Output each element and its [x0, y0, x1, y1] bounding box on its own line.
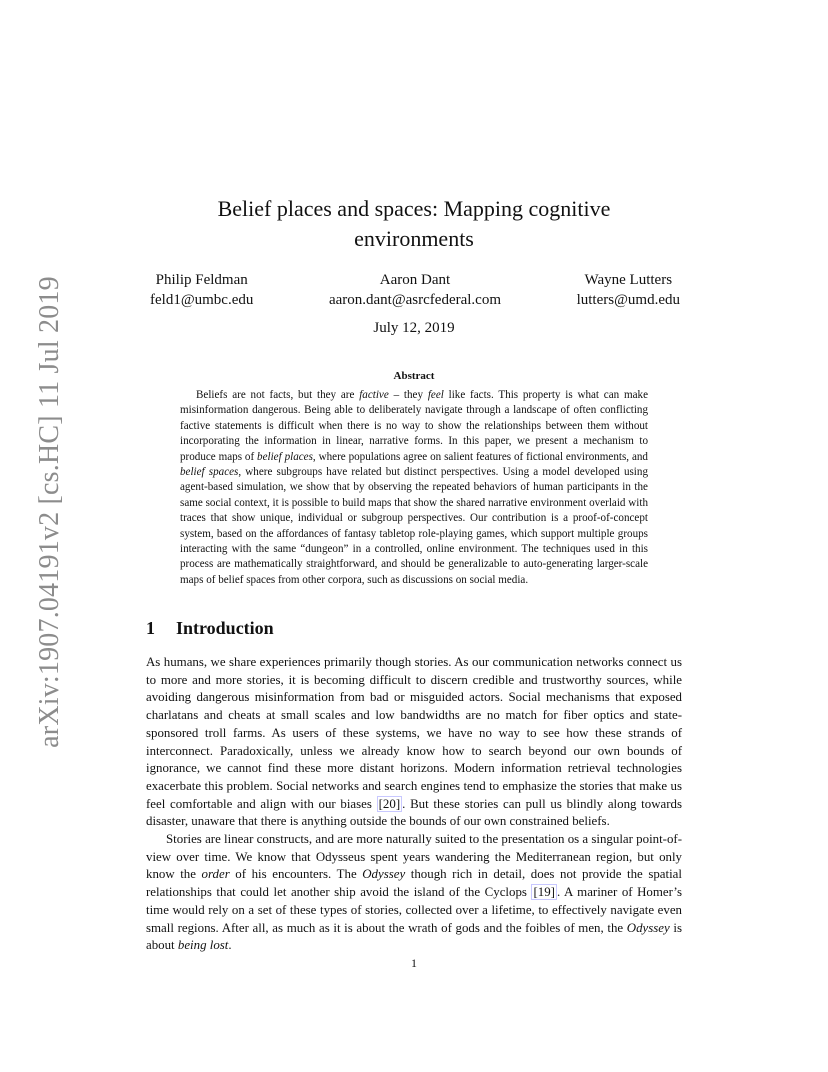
author-email: lutters@umd.edu: [576, 292, 680, 308]
section-title: Introduction: [176, 618, 274, 638]
body-text: is about: [146, 920, 682, 953]
body-text: though rich in detail, does not provide the spatial relationships that could let another ship avoid the island of the Cyclops: [146, 867, 682, 900]
introduction-paragraph-2: [146, 831, 682, 955]
author-2: [329, 270, 501, 310]
abstract-text: – they: [388, 389, 428, 401]
introduction-body: [146, 654, 682, 955]
body-text: . But these stories can pull us blindly along towards disaster, unaware that there is anything outside the bounds of our own constrained beliefs.: [146, 796, 682, 829]
body-text: .: [228, 938, 232, 953]
abstract-emphasis: factive: [359, 389, 389, 401]
section-number: 1: [146, 618, 155, 638]
body-emphasis: Odyssey: [626, 920, 670, 935]
abstract-emphasis: belief spaces: [180, 466, 239, 479]
author-name: Wayne Lutters: [584, 272, 673, 288]
abstract-emphasis: belief places: [257, 450, 313, 463]
title-line-1: Belief places and spaces: Mapping cognitive: [217, 196, 611, 221]
author-1: [150, 270, 253, 310]
body-text: As humans, we share experiences primarily though stories. As our communication networks connect us to more and more stories, it is becoming difficult to discern credible and trustworthy sources, while avoiding dangerous misinformation from bad or misguided actors. Social mechanisms that exposed charlatans and cheats at small scales and low bandwidths are no match for fiber optics and state-sponsored troll farms. As users of these systems, we have no way to see how these strands of interconnect. Paradoxically, unless we already know how to search beyond our own bounds of ignorance, we cannot find these more distant horizons. Modern information retrieval technologies exacerbate this problem. Social networks and search engines tend to emphasize the stories that make us feel comfortable and align with our biases: [146, 655, 682, 811]
abstract-text: Beliefs are not facts, but they are: [196, 389, 360, 401]
abstract-text: , where subgroups have related but distinct perspectives. Using a model developed using agent-based simulation, we show that by observing the repeated behaviors of human participants in the same social context, it is possible to build maps that show the shared narrative environment overlaid with traces that show unique, individual or subgroup perspectives. Our contribution is a proof-of-concept system, based on the affordances of fantasy tabletop role-playing games, which support multiple groups interacting with the same “dungeon” in a controlled, online environment. The techniques used in this process are mathematically straightforward, and should be generalizable to auto-generating larger-scale maps of belief spaces from other corpora, such as discussions on social media.: [180, 466, 648, 586]
publication-date: July 12, 2019: [373, 320, 455, 336]
author-email: aaron.dant@asrcfederal.com: [328, 292, 502, 308]
author-name: Aaron Dant: [379, 272, 451, 288]
page-number: 1: [411, 956, 417, 970]
abstract-emphasis: feel: [427, 389, 444, 401]
section-heading-introduction: [146, 618, 274, 639]
abstract-body: [180, 388, 648, 588]
title-line-2: environments: [354, 226, 474, 251]
author-3: [577, 270, 680, 310]
body-emphasis: order: [201, 867, 230, 882]
body-emphasis: being lost: [177, 938, 229, 953]
abstract-heading: Abstract: [393, 370, 435, 382]
abstract-text: like facts. This property is what can make misinformation dangerous. Being able to deliberately navigate through a landscape of often conflicting factive statements is difficult when there is no way to show the relationships between them without incorporating the information in linear, narrative forms. In this paper, we present a mechanism to produce maps of: [180, 389, 649, 463]
introduction-paragraph-1: [146, 654, 682, 831]
body-text: . A mariner of Homer’s time would rely on a set of these types of stories, collected over a lifetime, to effectively navigate even small regions. After all, as much as it is about the wrath of gods and the foibles of men, the: [146, 885, 682, 935]
body-emphasis: Odyssey: [362, 867, 406, 882]
abstract-text: , where populations agree on salient features of fictional environments, and: [312, 450, 648, 463]
body-text: of his encounters. The: [229, 867, 363, 882]
author-name: Philip Feldman: [155, 272, 248, 288]
paper-title: [180, 194, 648, 254]
arxiv-identifier-stamp: arXiv:1907.04191v2 [cs.HC] 11 Jul 2019: [34, 276, 65, 748]
author-list: [150, 270, 680, 310]
author-email: feld1@umbc.edu: [150, 292, 254, 308]
citation-link-19[interactable]: [19]: [533, 885, 555, 900]
citation-link-20[interactable]: [20]: [378, 796, 401, 811]
body-text: Stories are linear constructs, and are more naturally suited to the presentation os a singular point-of-view over time. We know that Odysseus spent years wandering the Mediterranean region, but only know the: [146, 832, 682, 882]
